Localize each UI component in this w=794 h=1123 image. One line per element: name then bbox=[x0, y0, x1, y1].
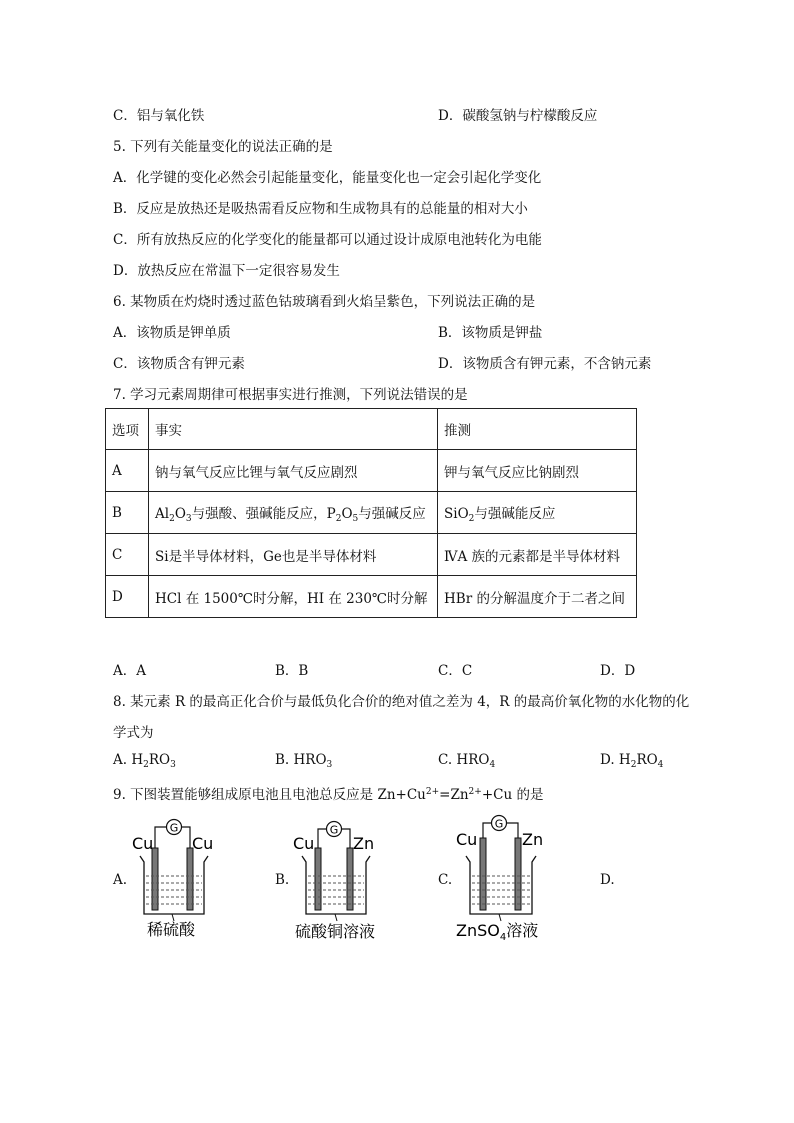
row-guess: 钾与氧气反应比钠剧烈 bbox=[438, 450, 637, 492]
q8-option-b: B. $HRO_3$ bbox=[275, 752, 333, 770]
svg-text:Zn: Zn bbox=[522, 830, 544, 849]
q6-option-a: A．该物质是钾单质 bbox=[113, 325, 231, 341]
beaker-icon bbox=[302, 856, 370, 914]
galvanic-cell-figure-a bbox=[128, 818, 223, 943]
header-option: 选项 bbox=[106, 409, 149, 450]
svg-text:Cu: Cu bbox=[192, 834, 214, 853]
svg-text:Cu: Cu bbox=[293, 834, 315, 853]
q5-stem: 5. 下列有关能量变化的说法正确的是 bbox=[113, 139, 333, 155]
right-electrode bbox=[187, 848, 193, 910]
row-option: A bbox=[106, 450, 149, 492]
beaker-icon bbox=[466, 856, 536, 914]
header-fact: 事实 bbox=[149, 409, 438, 450]
left-electrode bbox=[152, 848, 158, 910]
table-row bbox=[106, 576, 637, 618]
q6-option-b: B．该物质是钾盐 bbox=[438, 325, 543, 341]
row-option: C bbox=[106, 534, 149, 576]
left-electrode bbox=[315, 848, 321, 910]
svg-text:ZnSO4溶液: ZnSO$_4$溶液 bbox=[456, 921, 539, 943]
q9-option-a-label: A. bbox=[113, 872, 128, 888]
row-option: B bbox=[106, 492, 149, 534]
row-option: D bbox=[106, 576, 149, 618]
row-guess: ⅣA 族的元素都是半导体材料 bbox=[438, 534, 637, 576]
q7-table bbox=[105, 408, 637, 618]
q9-option-c-label: C. bbox=[438, 872, 453, 888]
q5-option-d: D．放热反应在常温下一定很容易发生 bbox=[113, 263, 340, 279]
galvanic-cell-figure-c bbox=[452, 812, 552, 944]
beaker-icon bbox=[140, 856, 208, 914]
q8-stem-line1: 8. 某元素 R 的最高正化合价与最低负化合价的绝对值之差为 4，R 的最高价氧化物的水化物的化 bbox=[113, 694, 690, 710]
svg-text:Zn: Zn bbox=[353, 834, 375, 853]
q7-option-a: A．A bbox=[113, 663, 146, 679]
svg-text:Cu: Cu bbox=[132, 834, 154, 853]
q8-stem-line2: 学式为 bbox=[113, 725, 154, 741]
table-row bbox=[106, 492, 637, 534]
left-electrode bbox=[480, 838, 486, 910]
table-header-row bbox=[106, 409, 637, 450]
table-row bbox=[106, 534, 637, 576]
row-fact: 钠与氧气反应比锂与氧气反应剧烈 bbox=[149, 450, 438, 492]
row-fact: $Al_2O_3$与强酸、强碱能反应，$P_2O_5$与强碱反应 bbox=[149, 492, 438, 534]
q7-stem: 7. 学习元素周期律可根据事实进行推测，下列说法错误的是 bbox=[113, 387, 468, 403]
table-row bbox=[106, 450, 637, 492]
q8-option-a: A. $H_2RO_3$ bbox=[113, 752, 176, 770]
right-electrode bbox=[515, 838, 521, 910]
q8-option-c: C. $HRO_4$ bbox=[438, 752, 496, 770]
row-guess: SiO$_2$与强碱能反应 bbox=[438, 492, 637, 534]
q9-option-d-label: D. bbox=[600, 872, 615, 888]
q6-option-d: D．该物质含有钾元素，不含钠元素 bbox=[438, 356, 652, 372]
svg-text:G: G bbox=[329, 823, 339, 837]
svg-text:Cu: Cu bbox=[456, 830, 478, 849]
q5-option-b: B．反应是放热还是吸热需看反应物和生成物具有的总能量的相对大小 bbox=[113, 201, 528, 217]
svg-text:G: G bbox=[494, 817, 504, 831]
header-guess: 推测 bbox=[438, 409, 637, 450]
q7-option-c: C．C bbox=[438, 663, 473, 679]
q6-option-c: C．该物质含有钾元素 bbox=[113, 356, 245, 372]
q4-option-d: D．碳酸氢钠与柠檬酸反应 bbox=[438, 108, 598, 124]
q5-option-a: A．化学键的变化必然会引起能量变化，能量变化也一定会引起化学变化 bbox=[113, 170, 542, 186]
q5-option-c: C．所有放热反应的化学变化的能量都可以通过设计成原电池转化为电能 bbox=[113, 232, 542, 248]
q8-option-d: D. $H_2RO_4$ bbox=[600, 752, 664, 770]
svg-text:稀硫酸: 稀硫酸 bbox=[147, 920, 196, 939]
svg-text:硫酸铜溶液: 硫酸铜溶液 bbox=[295, 922, 376, 941]
q4-option-c: C．铝与氧化铁 bbox=[113, 108, 205, 124]
q6-stem: 6. 某物质在灼烧时透过蓝色钴玻璃看到火焰呈紫色，下列说法正确的是 bbox=[113, 294, 536, 310]
right-electrode bbox=[347, 848, 353, 910]
q7-option-d: D．D bbox=[600, 663, 636, 679]
q9-option-b-label: B. bbox=[275, 872, 290, 888]
row-fact: Si是半导体材料，Ge也是半导体材料 bbox=[149, 534, 438, 576]
row-fact: HCl 在 1500℃时分解，HI 在 230℃时分解 bbox=[149, 576, 438, 618]
svg-text:G: G bbox=[169, 821, 179, 835]
row-guess: HBr 的分解温度介于二者之间 bbox=[438, 576, 637, 618]
q9-stem: 9. 下图装置能够组成原电池且电池总反应是 $Zn+Cu^{2+}=Zn^{2+}+Cu$ 的是 bbox=[113, 787, 544, 803]
galvanic-cell-figure-b bbox=[290, 818, 390, 943]
q7-option-b: B．B bbox=[275, 663, 309, 679]
